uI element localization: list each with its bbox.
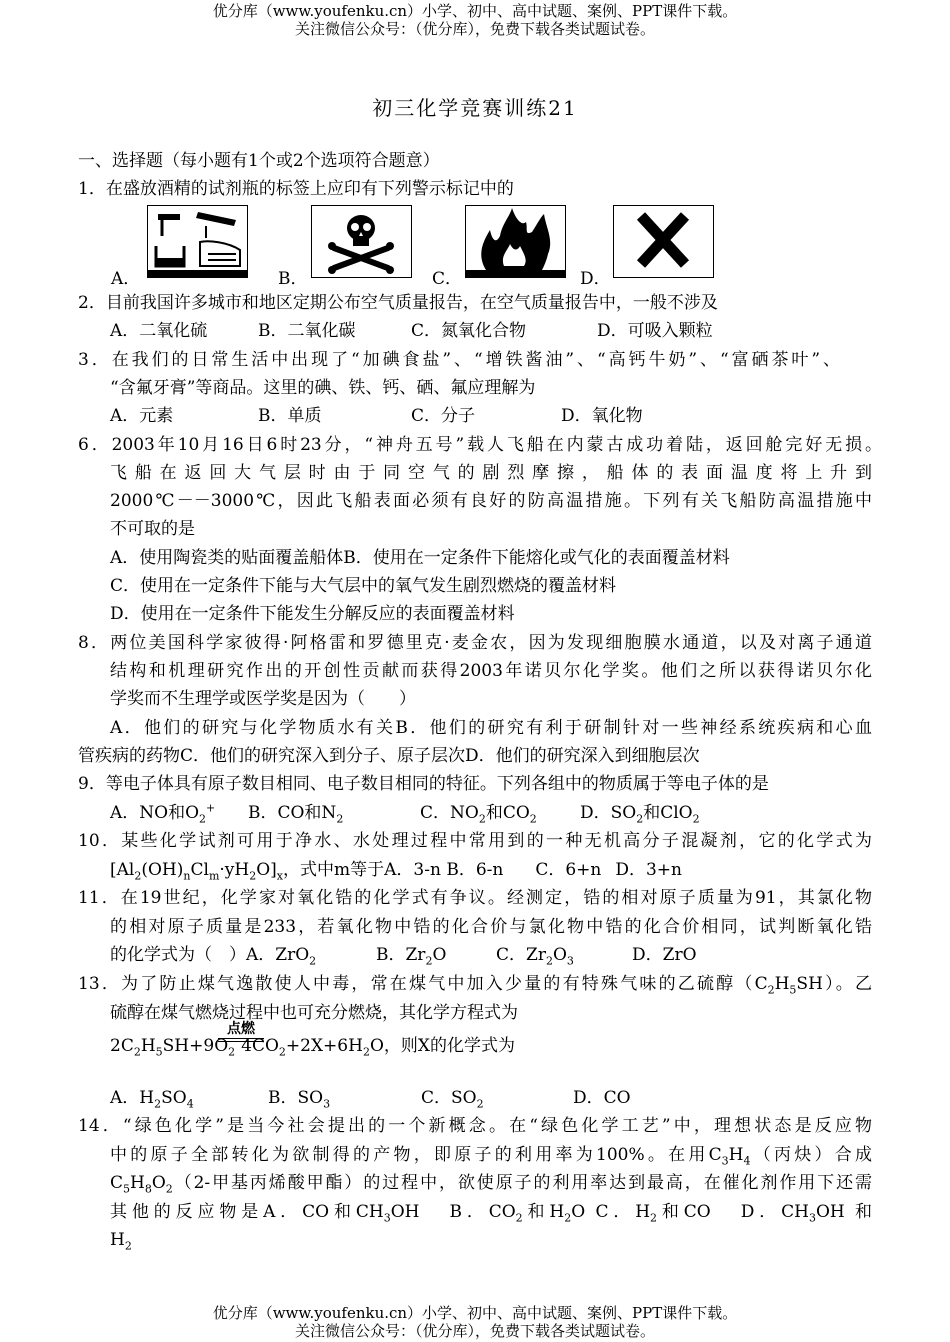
q10-line-1: 10．某些化学试剂可用于净水、水处理过程中常用到的一种无机高分子混凝剂，它的化学式为 bbox=[78, 831, 872, 851]
q9-option-c: C．$NO_2$和$CO_2$ bbox=[420, 803, 537, 826]
footer-line-2: 关注微信公众号：（优分库），免费下载各类试题试卷。 bbox=[294, 1322, 655, 1340]
q3-option-b: B．单质 bbox=[258, 406, 322, 426]
header-line-1: 优分库（www.youfenku.cn）小学、初中、高中试题、案例、PPT课件下载。 bbox=[212, 2, 738, 20]
q2-option-c: C．氮氧化合物 bbox=[411, 321, 527, 341]
q11-line-1: 11．在19世纪，化学家对氧化锆的化学式有争议。经测定，锆的相对原子质量为91，其氯化物 bbox=[78, 888, 872, 908]
q9-option-a: A．NO和$O_2^+$ bbox=[110, 801, 216, 826]
q2-stem: 2．目前我国许多城市和地区定期公布空气质量报告，在空气质量报告中，一般不涉及 bbox=[78, 293, 718, 313]
q9-option-d: D．$SO_2$和ClO$_2$ bbox=[580, 803, 700, 826]
q10-line-2: $[Al_2(OH)_nCl_m\cdot yH_2O]_x$，式中m等于A．3-n B．6-n C．6+n D．3+n bbox=[110, 860, 682, 883]
q14-line-4: 其他的反应物是A．CO和$CH_3OH$ B．$CO_2$和$H_2O$ C．$H_2$和CO D．$CH_3OH$ 和 bbox=[110, 1202, 872, 1225]
page-title: 初三化学竞赛训练21 bbox=[372, 96, 578, 120]
q13-line-1: 13．为了防止煤气逸散使人中毒，常在煤气中加入少量的有特殊气味的乙硫醇$(C_2H_5SH)$。乙 bbox=[78, 974, 872, 997]
q2-option-d: D．可吸入颗粒 bbox=[597, 321, 713, 341]
q8-line-4: A．他们的研究与化学物质水有关B．他们的研究有利于研制针对一些神经系统疾病和心血 bbox=[110, 718, 872, 738]
section-heading: 一、选择题（每小题有1个或2个选项符合题意） bbox=[78, 151, 440, 171]
q6-line-4: 不可取的是 bbox=[110, 519, 195, 539]
q13-line-2: 硫醇在煤气燃烧过程中也可充分燃烧，其化学方程式为 bbox=[110, 1003, 518, 1023]
q13-options: A．$H_2SO_4$ B．$SO_3$ C．$SO_2$ D．CO bbox=[110, 1088, 631, 1111]
q1-label-c: C． bbox=[432, 269, 463, 289]
q2-options bbox=[110, 320, 713, 342]
q6-line-3: 2000℃－－3000℃，因此飞船表面必须有良好的防高温措施。下列有关飞船防高温措施中 bbox=[110, 491, 872, 511]
flammable-flame-icon bbox=[465, 205, 566, 278]
q8-line-5: 管疾病的药物C．他们的研究深入到分子、原子层次D．他们的研究深入到细胞层次 bbox=[78, 746, 700, 766]
q6-option-ab: A．使用陶瓷类的贴面覆盖船体B．使用在一定条件下能熔化或气化的表面覆盖材料 bbox=[110, 548, 730, 568]
q6-option-d: D．使用在一定条件下能发生分解反应的表面覆盖材料 bbox=[110, 604, 515, 624]
q3-option-d: D．氧化物 bbox=[561, 406, 643, 426]
q8-line-3: 学奖而不生理学或医学奖是因为（ ） bbox=[110, 689, 416, 709]
reaction-condition: 点燃 bbox=[218, 1022, 264, 1044]
q13-equation: $2C_2H_5SH+9O_2$ $4CO_2+2X+6H_2O$，则X的化学式为 bbox=[110, 1036, 515, 1059]
toxic-skull-icon bbox=[311, 205, 412, 278]
q1-label-a: A． bbox=[111, 269, 141, 289]
q1-label-b: B． bbox=[278, 269, 308, 289]
q14-line-1: 14．“绿色化学”是当今社会提出的一个新概念。在“绿色化学工艺”中，理想状态是反应物 bbox=[78, 1116, 872, 1136]
corrosive-icon bbox=[147, 205, 248, 278]
q3-line-1: 3．在我们的日常生活中出现了“加碘食盐”、“增铁酱油”、“高钙牛奶”、“富硒茶叶”、 bbox=[78, 350, 840, 370]
q2-option-b: B．二氧化碳 bbox=[258, 321, 356, 341]
q1-label-d: D． bbox=[580, 269, 611, 289]
q1-stem: 1．在盛放酒精的试剂瓶的标签上应印有下列警示标记中的 bbox=[78, 179, 514, 199]
q2-option-a: A．二氧化硫 bbox=[110, 321, 208, 341]
q9-option-b: B．CO和$N_2$ bbox=[248, 803, 344, 826]
q3-option-c: C．分子 bbox=[411, 406, 476, 426]
q3-line-2: “含氟牙膏”等商品。这里的碘、铁、钙、硒、氟应理解为 bbox=[110, 378, 536, 398]
q11-line-3: 的化学式为（ ）A．ZrO$_2$ B．$Zr_2O$ C．$Zr_2O_3$ D．ZrO bbox=[110, 945, 697, 968]
q6-line-2: 飞船在返回大气层时由于同空气的剧烈摩擦，船体的表面温度将上升到 bbox=[110, 463, 872, 483]
q9-options bbox=[110, 802, 700, 824]
header-line-2: 关注微信公众号：（优分库），免费下载各类试题试卷。 bbox=[294, 20, 655, 38]
q14-line-3: $C_5H_8O_2(2-$甲基丙烯酸甲酯）的过程中，欲使原子的利用率达到最高，在催化剂作用下还需 bbox=[110, 1173, 872, 1196]
q9-stem: 9．等电子体具有原子数目相同、电子数目相同的特征。下列各组中的物质属于等电子体的是 bbox=[78, 774, 769, 794]
q8-line-1: 8．两位美国科学家彼得·阿格雷和罗德里克·麦金农，因为发现细胞膜水通道，以及对离子通道 bbox=[78, 633, 872, 653]
q11-line-2: 的相对原子质量是233，若氧化物中锆的化合价与氯化物中锆的化合价相同，试判断氧化锆 bbox=[110, 917, 872, 937]
q8-line-2: 结构和机理研究作出的开创性贡献而获得2003年诺贝尔化学奖。他们之所以获得诺贝尔化 bbox=[110, 661, 872, 681]
q6-option-c: C．使用在一定条件下能与大气层中的氧气发生剧烈燃烧的覆盖材料 bbox=[110, 576, 617, 596]
harmful-cross-icon bbox=[613, 205, 714, 278]
q14-line-5: $H_2$ bbox=[110, 1230, 132, 1253]
q14-line-2: 中的原子全部转化为欲制得的产物，即原子的利用率为100%。在用$C_3H_4$（丙炔）合成 bbox=[110, 1145, 873, 1168]
q3-options bbox=[110, 405, 643, 427]
footer-line-1: 优分库（www.youfenku.cn）小学、初中、高中试题、案例、PPT课件下载。 bbox=[212, 1304, 738, 1322]
q3-option-a: A．元素 bbox=[110, 406, 174, 426]
q6-line-1: 6．2003年10月16日6时23分，“神舟五号”载人飞船在内蒙古成功着陆，返回舱完好无损。 bbox=[78, 435, 882, 455]
